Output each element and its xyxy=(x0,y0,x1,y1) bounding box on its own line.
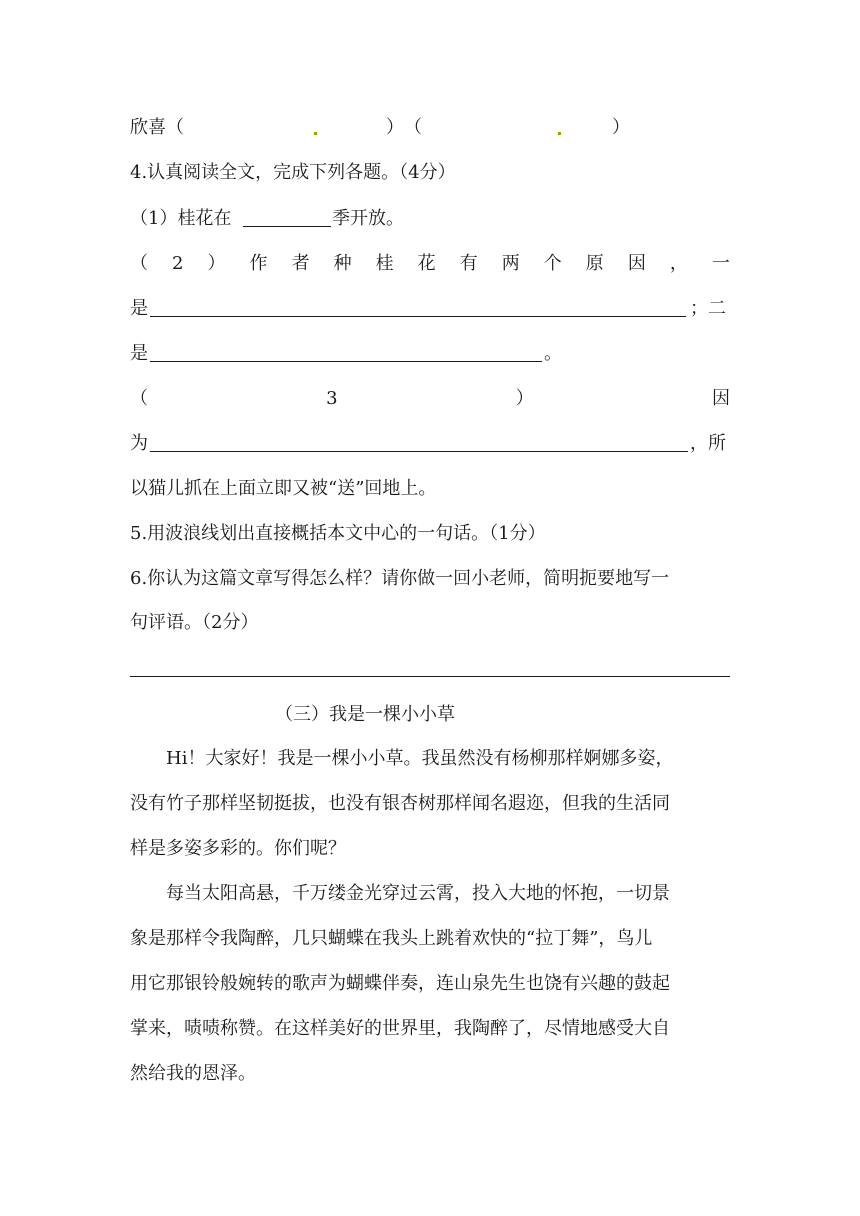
q4-sub3-char: ） xyxy=(515,388,534,409)
q4-sub2-semicolon: ；二 xyxy=(690,298,726,319)
q4-sub2-char: 作 xyxy=(249,253,268,274)
q3-tail-end: ） xyxy=(612,117,630,138)
q4-sub3-suo: ，所 xyxy=(690,433,726,454)
q5-text: 5.用波浪线划出直接概括本文中心的一句话。（1分） xyxy=(130,523,546,544)
q4-sub2-first-blank[interactable] xyxy=(150,316,686,317)
q6-line2: 句评语。（2分） xyxy=(130,612,259,633)
q4-sub2-char: 一 xyxy=(711,253,730,274)
section3-p2-line: 掌来，啧啧称赞。在这样美好的世界里，我陶醉了，尽情地感受大自 xyxy=(130,1018,670,1039)
q4-sub3-wei: 为 xyxy=(130,433,148,454)
q4-sub2-char: 2 xyxy=(172,253,184,274)
emphasis-dot xyxy=(558,132,561,135)
q4-sub2-first-label: 是 xyxy=(130,298,148,319)
section3-p2-line: 象是那样令我陶醉，几只蝴蝶在我头上跳着欢快的“拉丁舞”，鸟儿 xyxy=(130,928,653,949)
q3-tail-prefix: 欣喜（ xyxy=(130,117,184,138)
section3-p1-line: 没有竹子那样坚韧挺拔，也没有银杏树那样闻名遐迩，但我的生活同 xyxy=(130,793,670,814)
q4-sub1-answer-blank[interactable] xyxy=(243,226,331,227)
q4-sub2-char: 者 xyxy=(291,253,310,274)
q4-sub2-char: 桂 xyxy=(375,253,394,274)
q4-title: 4.认真阅读全文，完成下列各题。（4分） xyxy=(130,162,456,183)
q4-sub2-char: 有 xyxy=(459,253,478,274)
emphasis-dot xyxy=(314,132,317,135)
q3-tail-mid: ） （ xyxy=(386,117,422,138)
q4-sub3-char: （ xyxy=(130,388,148,409)
q4-sub2-char: （ xyxy=(130,253,148,274)
q4-sub2-char: 因 xyxy=(627,253,646,274)
q4-sub1-suffix: 季开放。 xyxy=(332,208,404,229)
q4-sub2-char: 个 xyxy=(543,253,562,274)
q4-sub2-char: 两 xyxy=(501,253,520,274)
q4-sub2-char: 种 xyxy=(333,253,352,274)
q6-line1: 6.你认为这篇文章写得怎么样？请你做一回小老师，简明扼要地写一 xyxy=(130,568,670,589)
q4-sub2-char: 花 xyxy=(417,253,436,274)
q4-sub3-char: 因 xyxy=(711,388,730,409)
section3-p2-line: 然给我的恩泽。 xyxy=(130,1063,256,1084)
section3-heading: （三）我是一棵小小草 xyxy=(275,704,455,725)
q4-sub3-line2: 以猫儿抓在上面立即又被“送”回地上。 xyxy=(130,478,437,499)
q4-sub2-char: 原 xyxy=(585,253,604,274)
q4-sub2-char: ， xyxy=(669,253,688,274)
section3-p2-line: 每当太阳高悬，千万缕金光穿过云霄，投入大地的怀抱，一切景 xyxy=(130,883,670,904)
q4-sub2-char: ） xyxy=(207,253,226,274)
section3-p2-line: 用它那银铃般婉转的歌声为蝴蝶伴奏，连山泉先生也饶有兴趣的鼓起 xyxy=(130,973,670,994)
q4-sub2-end: 。 xyxy=(544,343,562,364)
q4-sub2-second-blank[interactable] xyxy=(150,361,542,362)
section3-p1-line: 样是多姿多彩的。你们呢？ xyxy=(130,838,346,859)
q4-sub3-prompt xyxy=(130,386,730,412)
q4-sub3-char: 3 xyxy=(326,388,338,409)
section3-p1-line: Hi！大家好！我是一棵小小草。我虽然没有杨柳那样婀娜多姿， xyxy=(130,748,674,769)
q4-sub1-label: （1）桂花在 xyxy=(130,208,232,229)
q4-sub2-prompt xyxy=(130,251,730,277)
q4-sub3-answer-blank[interactable] xyxy=(150,451,688,452)
q4-sub2-second-label: 是 xyxy=(130,343,148,364)
q6-answer-line[interactable] xyxy=(130,676,730,677)
